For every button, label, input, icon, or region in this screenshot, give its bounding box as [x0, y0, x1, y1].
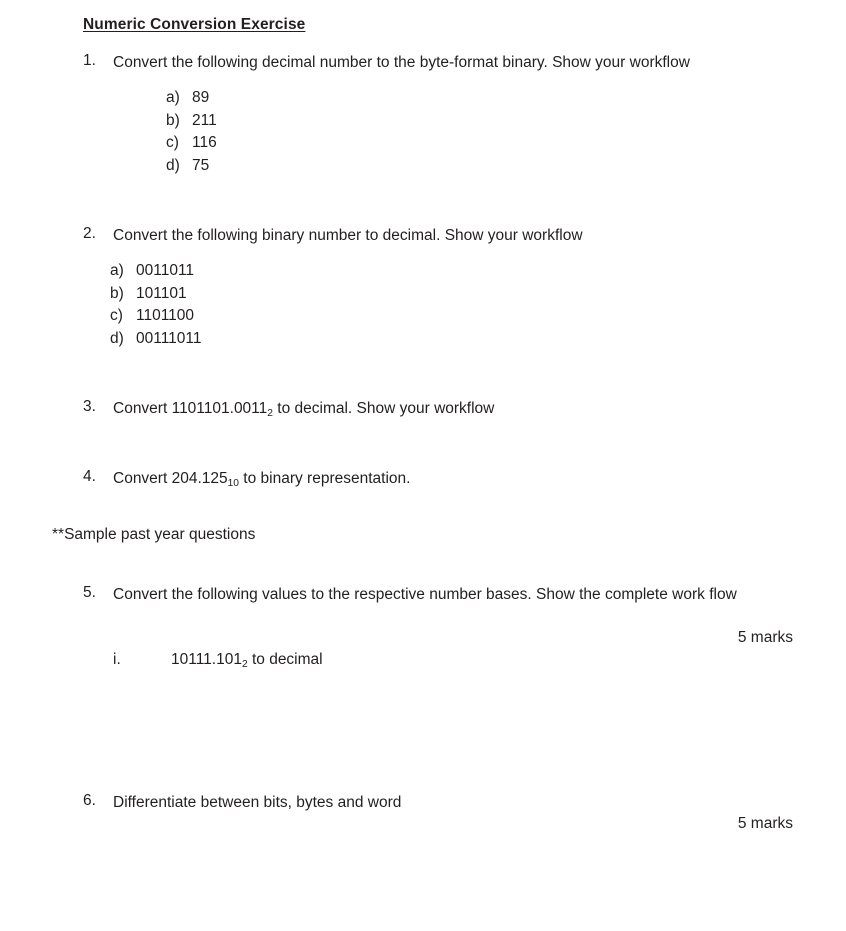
option-label: a)	[110, 262, 124, 279]
option-value: 1101100	[136, 307, 195, 324]
list-item	[110, 283, 202, 306]
option-label: d)	[166, 156, 180, 174]
question-6-marks: 5 marks	[737, 815, 793, 832]
list-item	[166, 110, 217, 133]
option-value: 0011011	[136, 262, 195, 279]
option-label: d)	[110, 329, 124, 347]
question-6-number: 6.	[83, 792, 96, 809]
roman-value	[171, 651, 323, 669]
roman-base: 2	[241, 658, 248, 670]
question-1-text: Convert the following decimal number to the byte-format binary. Show your workflow	[113, 54, 690, 71]
option-label: c)	[166, 134, 179, 151]
question-2-options	[110, 260, 202, 350]
question-3-text	[113, 398, 494, 419]
question-4-base: 10	[227, 477, 239, 489]
question-3-base: 2	[267, 407, 273, 419]
list-item	[166, 87, 217, 110]
option-value: 211	[192, 111, 217, 129]
question-3-text-after: to decimal. Show your workflow	[272, 400, 495, 417]
question-2-number: 2.	[83, 225, 96, 242]
option-label: b)	[110, 284, 124, 302]
question-4-number: 4.	[83, 468, 96, 485]
question-6	[83, 792, 401, 813]
question-3	[83, 398, 494, 419]
question-5-number: 5.	[83, 584, 96, 601]
question-3-text-before: Convert	[113, 400, 172, 417]
list-item	[110, 260, 202, 283]
question-5-marks: 5 marks	[737, 629, 793, 646]
question-2-text: Convert the following binary number to decimal. Show your workflow	[113, 227, 583, 244]
question-4-text-after: to binary representation.	[239, 470, 411, 487]
question-5-roman-item	[113, 651, 323, 669]
roman-text-after: to decimal	[247, 651, 323, 668]
page-title: Numeric Conversion Exercise	[83, 16, 306, 33]
option-value: 101101	[136, 284, 187, 302]
question-4	[83, 468, 410, 489]
sample-past-year-note: **Sample past year questions	[52, 526, 256, 543]
question-1-options	[166, 87, 217, 177]
option-label: c)	[110, 307, 123, 324]
question-1-number: 1.	[83, 52, 96, 69]
question-1	[83, 52, 690, 73]
option-value: 116	[192, 134, 217, 151]
question-2	[83, 225, 583, 246]
question-4-text	[113, 468, 410, 489]
question-6-text: Differentiate between bits, bytes and word	[113, 794, 402, 811]
option-value: 75	[192, 156, 210, 174]
option-value: 00111011	[136, 329, 202, 347]
question-4-text-before: Convert	[113, 470, 172, 487]
roman-number: 10111.101	[171, 651, 242, 668]
question-3-value: 1101101.0011	[171, 400, 268, 417]
list-item	[166, 132, 217, 155]
option-label: a)	[166, 89, 180, 106]
roman-label: i.	[113, 651, 121, 668]
option-label: b)	[166, 111, 180, 129]
list-item	[166, 155, 217, 178]
question-3-number: 3.	[83, 398, 96, 415]
question-4-value: 204.125	[171, 470, 228, 487]
question-5	[83, 584, 737, 605]
question-5-text: Convert the following values to the respective number bases. Show the complete work flow	[113, 586, 737, 603]
list-item	[110, 305, 202, 328]
option-value: 89	[192, 89, 210, 106]
list-item	[110, 328, 202, 351]
